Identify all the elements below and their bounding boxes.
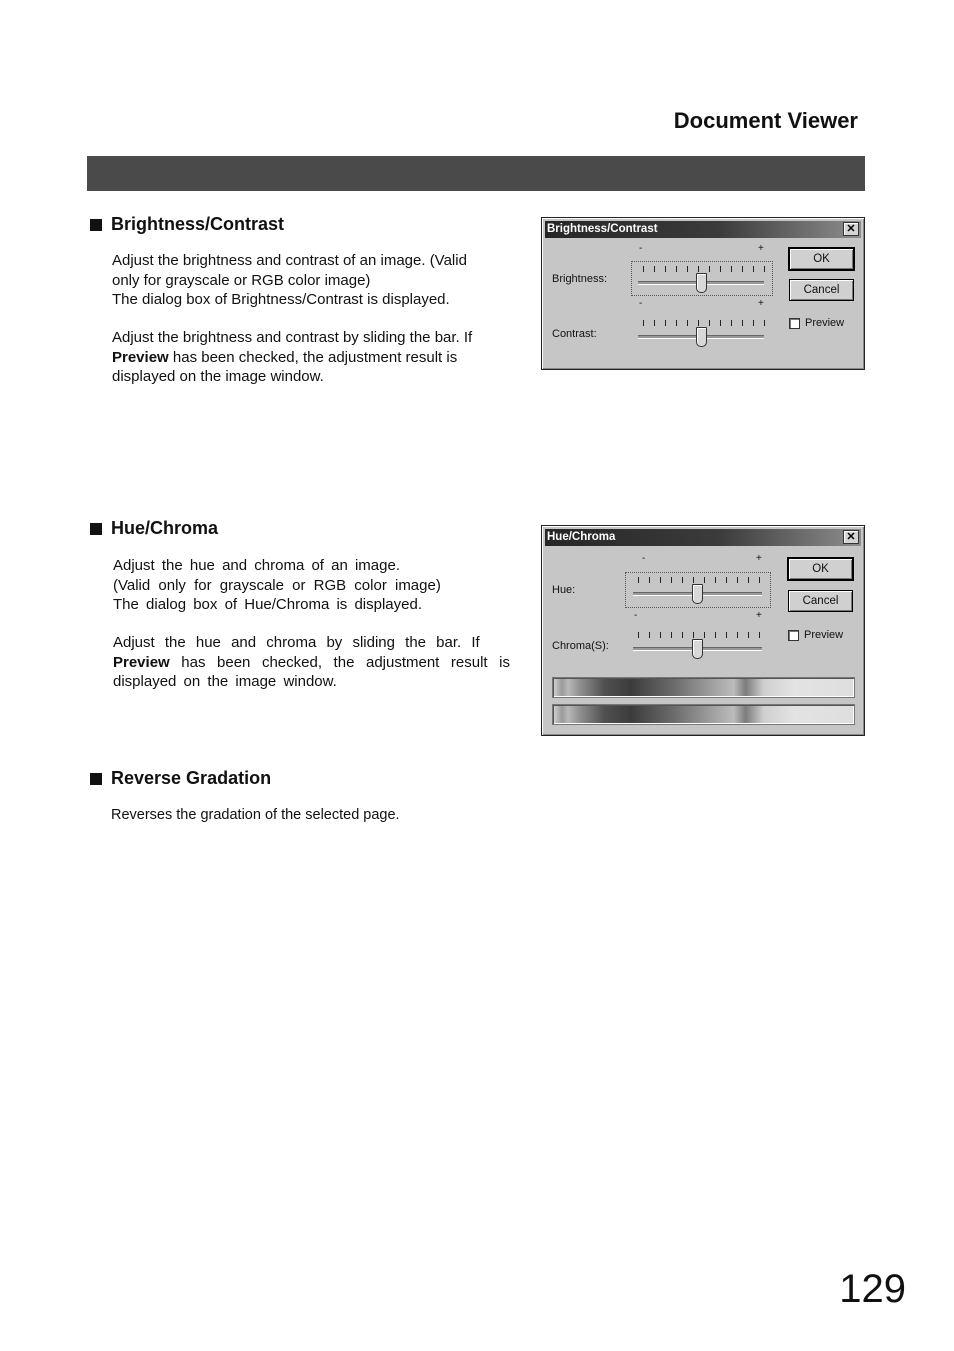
text-line: Preview has been checked, the adjustment result is (112, 348, 458, 366)
brightness-description (112, 251, 512, 310)
text-line: Adjust the brightness and contrast by sliding the bar. If (112, 329, 473, 346)
text-line: Adjust the brightness and contrast of an image. (Valid (112, 252, 467, 269)
preview-checkbox[interactable] (789, 317, 844, 329)
text-line: only for grayscale or RGB color image) (112, 271, 371, 289)
minus-sign: - (639, 298, 643, 309)
section-heading-text: Hue/Chroma (111, 518, 219, 538)
preview-term: Preview (112, 348, 169, 366)
close-button[interactable]: ✕ (843, 222, 859, 236)
preview-label: Preview (805, 317, 845, 329)
contrast-slider-thumb[interactable] (696, 327, 707, 347)
cancel-button[interactable]: Cancel (789, 279, 854, 301)
dialog-title: Hue/Chroma (547, 531, 616, 543)
dialog-titlebar (545, 529, 861, 546)
slider-ticks (638, 577, 762, 583)
section-heading-text: Reverse Gradation (111, 768, 272, 788)
brightness-contrast-dialog (541, 217, 865, 370)
section-heading-brightness (90, 214, 284, 235)
slider-ticks (643, 320, 765, 326)
plus-sign: + (756, 610, 762, 621)
text-line: Adjust the hue and chroma of an image. (113, 557, 401, 574)
ok-button[interactable]: OK (788, 558, 853, 580)
minus-sign: - (642, 553, 646, 564)
dialog-titlebar (545, 221, 861, 238)
slider-ticks (643, 266, 765, 272)
section-heading-hue (90, 518, 218, 539)
square-bullet-icon (90, 523, 102, 535)
hue-instructions (113, 633, 510, 692)
plus-sign: + (758, 298, 764, 309)
close-button[interactable]: ✕ (843, 530, 859, 544)
hue-slider-thumb[interactable] (692, 584, 703, 604)
slider-ticks (638, 632, 762, 638)
chroma-slider-thumb[interactable] (692, 639, 703, 659)
plus-sign: + (756, 553, 762, 564)
chroma-label: Chroma(S): (552, 640, 609, 652)
checkbox-box[interactable] (789, 318, 800, 329)
cancel-button[interactable]: Cancel (788, 590, 853, 612)
text-line: The dialog box of Brightness/Contrast is displayed. (112, 291, 450, 308)
minus-sign: - (639, 243, 643, 254)
ok-button[interactable]: OK (789, 248, 854, 270)
plus-sign: + (758, 243, 764, 254)
contrast-label: Contrast: (552, 328, 597, 340)
reverse-description: Reverses the gradation of the selected page. (111, 807, 400, 823)
adjusted-hue-spectrum (552, 704, 855, 725)
square-bullet-icon (90, 219, 102, 231)
brightness-slider-thumb[interactable] (696, 273, 707, 293)
square-bullet-icon (90, 773, 102, 785)
original-hue-spectrum (552, 677, 855, 698)
brightness-instructions (112, 328, 512, 387)
preview-label: Preview (804, 629, 844, 641)
hue-chroma-dialog (541, 525, 865, 736)
text-line: displayed on the image window. (112, 368, 324, 385)
page-number: 129 (839, 1267, 906, 1311)
preview-term: Preview (113, 653, 170, 671)
preview-checkbox[interactable] (788, 629, 843, 641)
checkbox-box[interactable] (788, 630, 799, 641)
text-line: Preview has been checked, the adjustment result is (113, 653, 510, 671)
hue-label: Hue: (552, 584, 576, 596)
minus-sign: - (634, 610, 638, 621)
section-heading-text: Brightness/Contrast (111, 214, 285, 234)
text-line: The dialog box of Hue/Chroma is displayed. (113, 596, 422, 613)
section-heading-reverse (90, 768, 271, 789)
header-bar (87, 156, 865, 191)
text-line: displayed on the image window. (113, 673, 337, 690)
dialog-title: Brightness/Contrast (547, 223, 658, 235)
text-line: (Valid only for grayscale or RGB color image) (113, 576, 441, 594)
text-line: Adjust the hue and chroma by sliding the bar. If (113, 634, 480, 651)
brightness-label: Brightness: (552, 273, 608, 285)
hue-description (113, 556, 473, 615)
page-header-title: Document Viewer (673, 108, 858, 133)
